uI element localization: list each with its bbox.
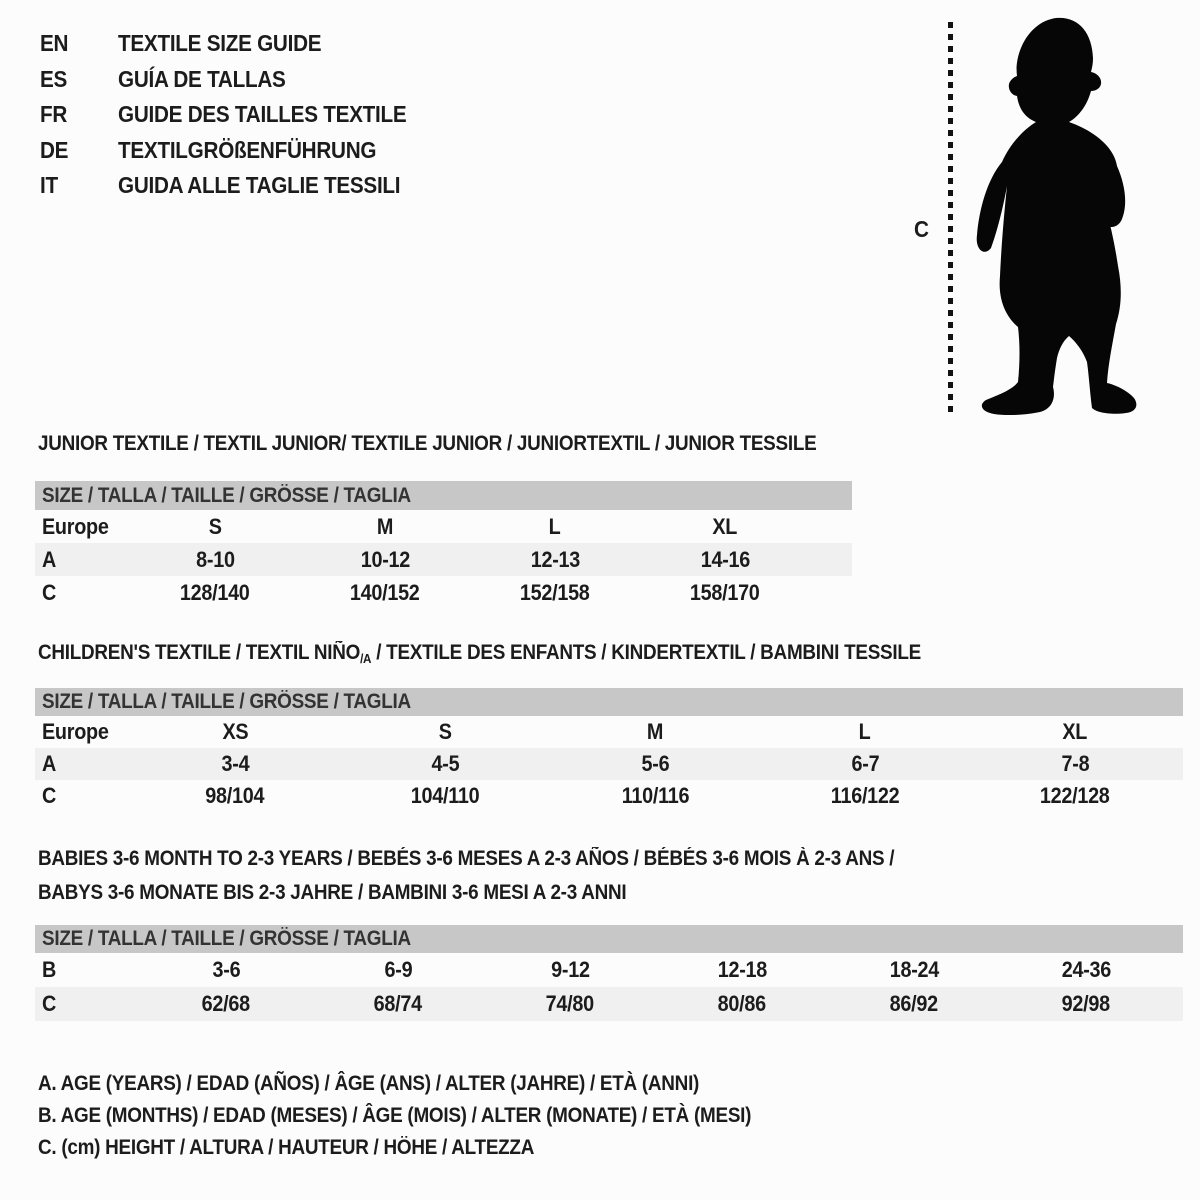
cell-value: 6-9	[384, 957, 412, 982]
cell-value: 152/158	[520, 579, 590, 605]
size-header-bar	[35, 688, 1183, 716]
size-header-bar	[35, 481, 852, 510]
language-title: TEXTILE SIZE GUIDE	[118, 30, 322, 57]
cell-value: 3-4	[221, 751, 249, 776]
cell-value: XL	[712, 513, 738, 539]
language-header	[40, 26, 439, 204]
language-code: IT	[40, 172, 58, 199]
row-label: C	[42, 991, 57, 1016]
cell-value: 74/80	[545, 991, 595, 1016]
cell-value: 80/86	[717, 991, 767, 1016]
cell-value: M	[376, 513, 394, 539]
legend-line-b: B. AGE (MONTHS) / EDAD (MESES) / ÂGE (MOIS) / ALTER (MONATE) / ETÀ (MESI)	[38, 1104, 752, 1127]
cell-value: 86/92	[889, 991, 939, 1016]
cell-value: 14-16	[700, 546, 750, 572]
language-row-de	[40, 133, 439, 169]
cell-value: 6-7	[851, 751, 879, 776]
cell-value: L	[549, 513, 561, 539]
language-code: FR	[40, 101, 68, 128]
cell-value: 110/116	[621, 783, 689, 808]
table-row-c	[35, 987, 1183, 1021]
cell-value: L	[859, 719, 871, 744]
cell-value: M	[646, 719, 664, 744]
legend-line-a: A. AGE (YEARS) / EDAD (AÑOS) / ÂGE (ANS) / ALTER (JAHRE) / ETÀ (ANNI)	[38, 1072, 700, 1095]
language-code: DE	[40, 136, 69, 163]
cell-value: 12-13	[530, 546, 580, 572]
cell-value: 7-8	[1061, 751, 1089, 776]
children-section-title: CHILDREN'S TEXTILE / TEXTIL NIÑO/A / TEXTILE DES ENFANTS / KINDERTEXTIL / BAMBINI TESSILE	[38, 641, 921, 666]
row-label: A	[42, 546, 57, 572]
language-row-it	[40, 168, 439, 204]
size-header-text: SIZE / TALLA / TAILLE / GRÖSSE / TAGLIA	[42, 690, 411, 713]
cell-value: 24-36	[1061, 957, 1111, 982]
language-code: ES	[40, 65, 68, 92]
table-row-a	[35, 748, 1183, 780]
cell-value: XL	[1062, 719, 1088, 744]
table-row-a	[35, 543, 852, 576]
height-dashed-line	[948, 22, 953, 414]
cell-value: 12-18	[717, 957, 767, 982]
cell-value: 158/170	[690, 579, 760, 605]
babies-section-title-line1: BABIES 3-6 MONTH TO 2-3 YEARS / BEBÉS 3-6 MESES A 2-3 AÑOS / BÉBÉS 3-6 MOIS À 2-3 ANS /	[38, 847, 895, 870]
cell-value: 62/68	[201, 991, 251, 1016]
cell-value: 92/98	[1061, 991, 1111, 1016]
cell-value: XS	[222, 719, 248, 744]
language-row-es	[40, 62, 439, 98]
row-label: A	[42, 751, 57, 776]
language-title: GUIDA ALLE TAGLIE TESSILI	[118, 172, 401, 199]
cell-value: 128/140	[180, 579, 250, 605]
row-label: C	[42, 579, 57, 605]
language-title: GUÍA DE TALLAS	[118, 65, 286, 92]
children-size-table	[35, 688, 1183, 812]
cell-value: 116/122	[830, 783, 900, 808]
toddler-silhouette-icon	[966, 14, 1152, 422]
table-row-c	[35, 780, 1183, 812]
cell-value: S	[208, 513, 222, 539]
cell-value: 10-12	[360, 546, 410, 572]
junior-size-table	[35, 481, 852, 609]
language-title: GUIDE DES TAILLES TEXTILE	[118, 101, 407, 128]
size-header-text: SIZE / TALLA / TAILLE / GRÖSSE / TAGLIA	[42, 484, 411, 507]
table-row-europe	[35, 716, 1183, 748]
cell-value: 9-12	[550, 957, 590, 982]
language-row-fr	[40, 97, 439, 133]
height-label-c: C	[914, 216, 929, 242]
size-header-text: SIZE / TALLA / TAILLE / GRÖSSE / TAGLIA	[42, 927, 411, 950]
cell-value: 8-10	[195, 546, 235, 572]
babies-size-table	[35, 925, 1183, 1021]
cell-value: 104/110	[410, 783, 480, 808]
cell-value: 3-6	[212, 957, 240, 982]
size-header-bar	[35, 925, 1183, 953]
cell-value: 122/128	[1040, 783, 1110, 808]
title-subscript: /A	[360, 651, 372, 666]
cell-value: 140/152	[350, 579, 420, 605]
row-label: Europe	[42, 719, 109, 744]
cell-value: 98/104	[205, 783, 265, 808]
language-title: TEXTILGRÖßENFÜHRUNG	[118, 136, 377, 163]
row-label: B	[42, 957, 57, 982]
legend-line-c: C. (cm) HEIGHT / ALTURA / HAUTEUR / HÖHE / ALTEZZA	[38, 1136, 535, 1159]
cell-value: 5-6	[641, 751, 669, 776]
table-row-c	[35, 576, 852, 609]
table-row-b	[35, 953, 1183, 987]
legend	[38, 1068, 830, 1164]
row-label: Europe	[42, 513, 109, 539]
language-row-en	[40, 26, 439, 62]
cell-value: 68/74	[373, 991, 423, 1016]
babies-section-title-line2: BABYS 3-6 MONATE BIS 2-3 JAHRE / BAMBINI 3-6 MESI A 2-3 ANNI	[38, 881, 627, 904]
cell-value: S	[438, 719, 452, 744]
cell-value: 4-5	[431, 751, 459, 776]
cell-value: 18-24	[889, 957, 939, 982]
junior-section-title: JUNIOR TEXTILE / TEXTIL JUNIOR/ TEXTILE JUNIOR / JUNIORTEXTIL / JUNIOR TESSILE	[38, 432, 817, 455]
language-code: EN	[40, 30, 69, 57]
table-row-europe	[35, 510, 852, 543]
row-label: C	[42, 783, 57, 808]
